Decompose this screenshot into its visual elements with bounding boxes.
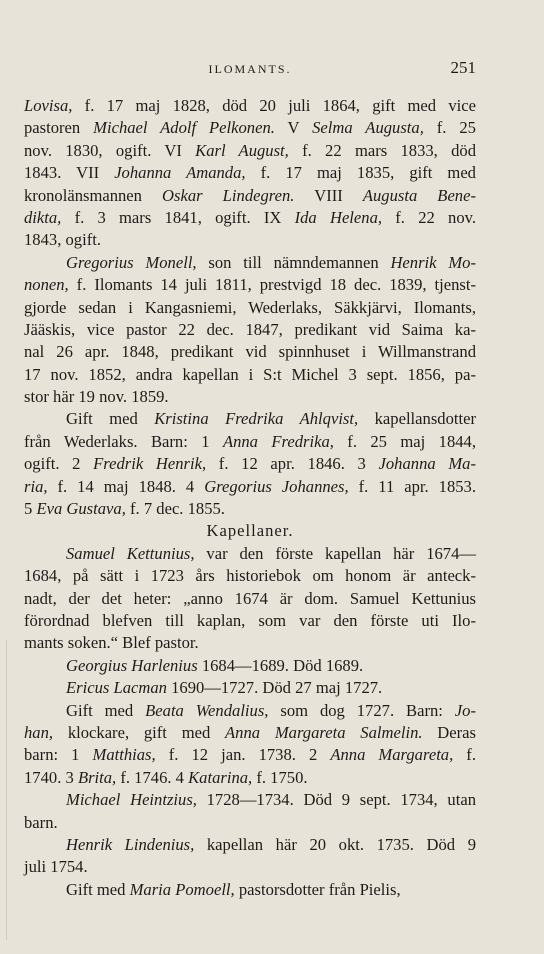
text-line: från Wederlaks. Barn: 1 Anna Fredrika, f. 25 maj 1844, — [24, 431, 476, 451]
text-line: nonen, f. Ilomants 14 juli 1811, prestvigd 18 dec. 1839, tjenst- — [24, 275, 476, 295]
text-line: gjorde sedan i Kangasniemi, Wederlaks, Säkkjärvi, Ilomants, — [24, 297, 476, 317]
text-line: barn. — [24, 812, 58, 832]
text-line: nal 26 apr. 1848, predikant vid spinnhuset i Willmanstrand — [24, 342, 476, 362]
text-line: barn: 1 Matthias, f. 12 jan. 1738. 2 Anna Margareta, f. — [24, 745, 476, 765]
text-line: han, klockare, gift med Anna Margareta Salmelin. Deras — [24, 722, 476, 742]
text-line: Lovisa, f. 17 maj 1828, död 20 juli 1864, gift med vice — [24, 96, 476, 115]
text-line: Georgius Harlenius 1684—1689. Död 1689. — [66, 655, 364, 675]
running-head: ILOMANTS. — [208, 62, 292, 76]
binding-edge-shadow — [6, 640, 7, 940]
text-line: dikta, f. 3 mars 1841, ogift. IX Ida Helena, f. 22 nov. — [24, 207, 476, 227]
text-line: nadt, der det heter: „anno 1674 är dom. Samuel Kettunius — [24, 588, 476, 608]
text-line: Ericus Lacman 1690—1727. Död 27 maj 1727. — [66, 678, 383, 698]
text-line: 1843, ogift. — [24, 230, 101, 250]
text-line: förordnad blefven till kaplan, som var den förste uti Ilo- — [24, 610, 476, 630]
text-line: 1684, på sätt i 1723 års historiebok om honom är anteck- — [24, 566, 476, 586]
text-line: 17 nov. 1852, andra kapellan i S:t Michel 3 sept. 1856, pa- — [24, 364, 476, 384]
text-line: Samuel Kettunius, var den förste kapellan här 1674— — [66, 543, 476, 563]
text-line: 5 Eva Gustava, f. 7 dec. 1855. — [24, 499, 225, 519]
text-line: Gift med Maria Pomoell, pastorsdotter från Pielis, — [66, 879, 401, 899]
text-line: mants soken.“ Blef pastor. — [24, 633, 199, 653]
text-line: pastoren Michael Adolf Pelkonen. V Selma Augusta, f. 25 — [24, 118, 476, 138]
page-number: 251 — [450, 58, 476, 77]
text-line: stor här 19 nov. 1859. — [24, 387, 169, 407]
text-line: ria, f. 14 maj 1848. 4 Gregorius Johannes, f. 11 apr. 1853. — [24, 476, 476, 496]
text-line: ogift. 2 Fredrik Henrik, f. 12 apr. 1846. 3 Johanna Ma- — [24, 454, 476, 474]
text-line: Jääskis, vice pastor 22 dec. 1847, predikant vid Saima ka- — [24, 319, 476, 339]
page-body — [24, 95, 476, 901]
text-line: Henrik Lindenius, kapellan här 20 okt. 1735. Död 9 — [66, 834, 476, 854]
section-heading: Kapellaner. — [206, 521, 294, 541]
text-line: juli 1754. — [24, 857, 88, 877]
text-line: Gift med Beata Wendalius, som dog 1727. Barn: Jo- — [66, 700, 476, 720]
text-line: 1740. 3 Brita, f. 1746. 4 Katarina, f. 1750. — [24, 767, 308, 787]
text-line: kronolänsmannen Oskar Lindegren. VIII Augusta Bene- — [24, 185, 476, 205]
text-line: nov. 1830, ogift. VI Karl August, f. 22 mars 1833, död — [24, 140, 476, 160]
text-line: Gift med Kristina Fredrika Ahlqvist, kapellansdotter — [66, 409, 476, 429]
text-line: 1843. VII Johanna Amanda, f. 17 maj 1835, gift med — [24, 163, 476, 183]
text-line: Gregorius Monell, son till nämndemannen Henrik Mo- — [66, 252, 477, 272]
text-line: Michael Heintzius, 1728—1734. Död 9 sept. 1734, utan — [66, 790, 476, 810]
page-header — [24, 58, 476, 84]
